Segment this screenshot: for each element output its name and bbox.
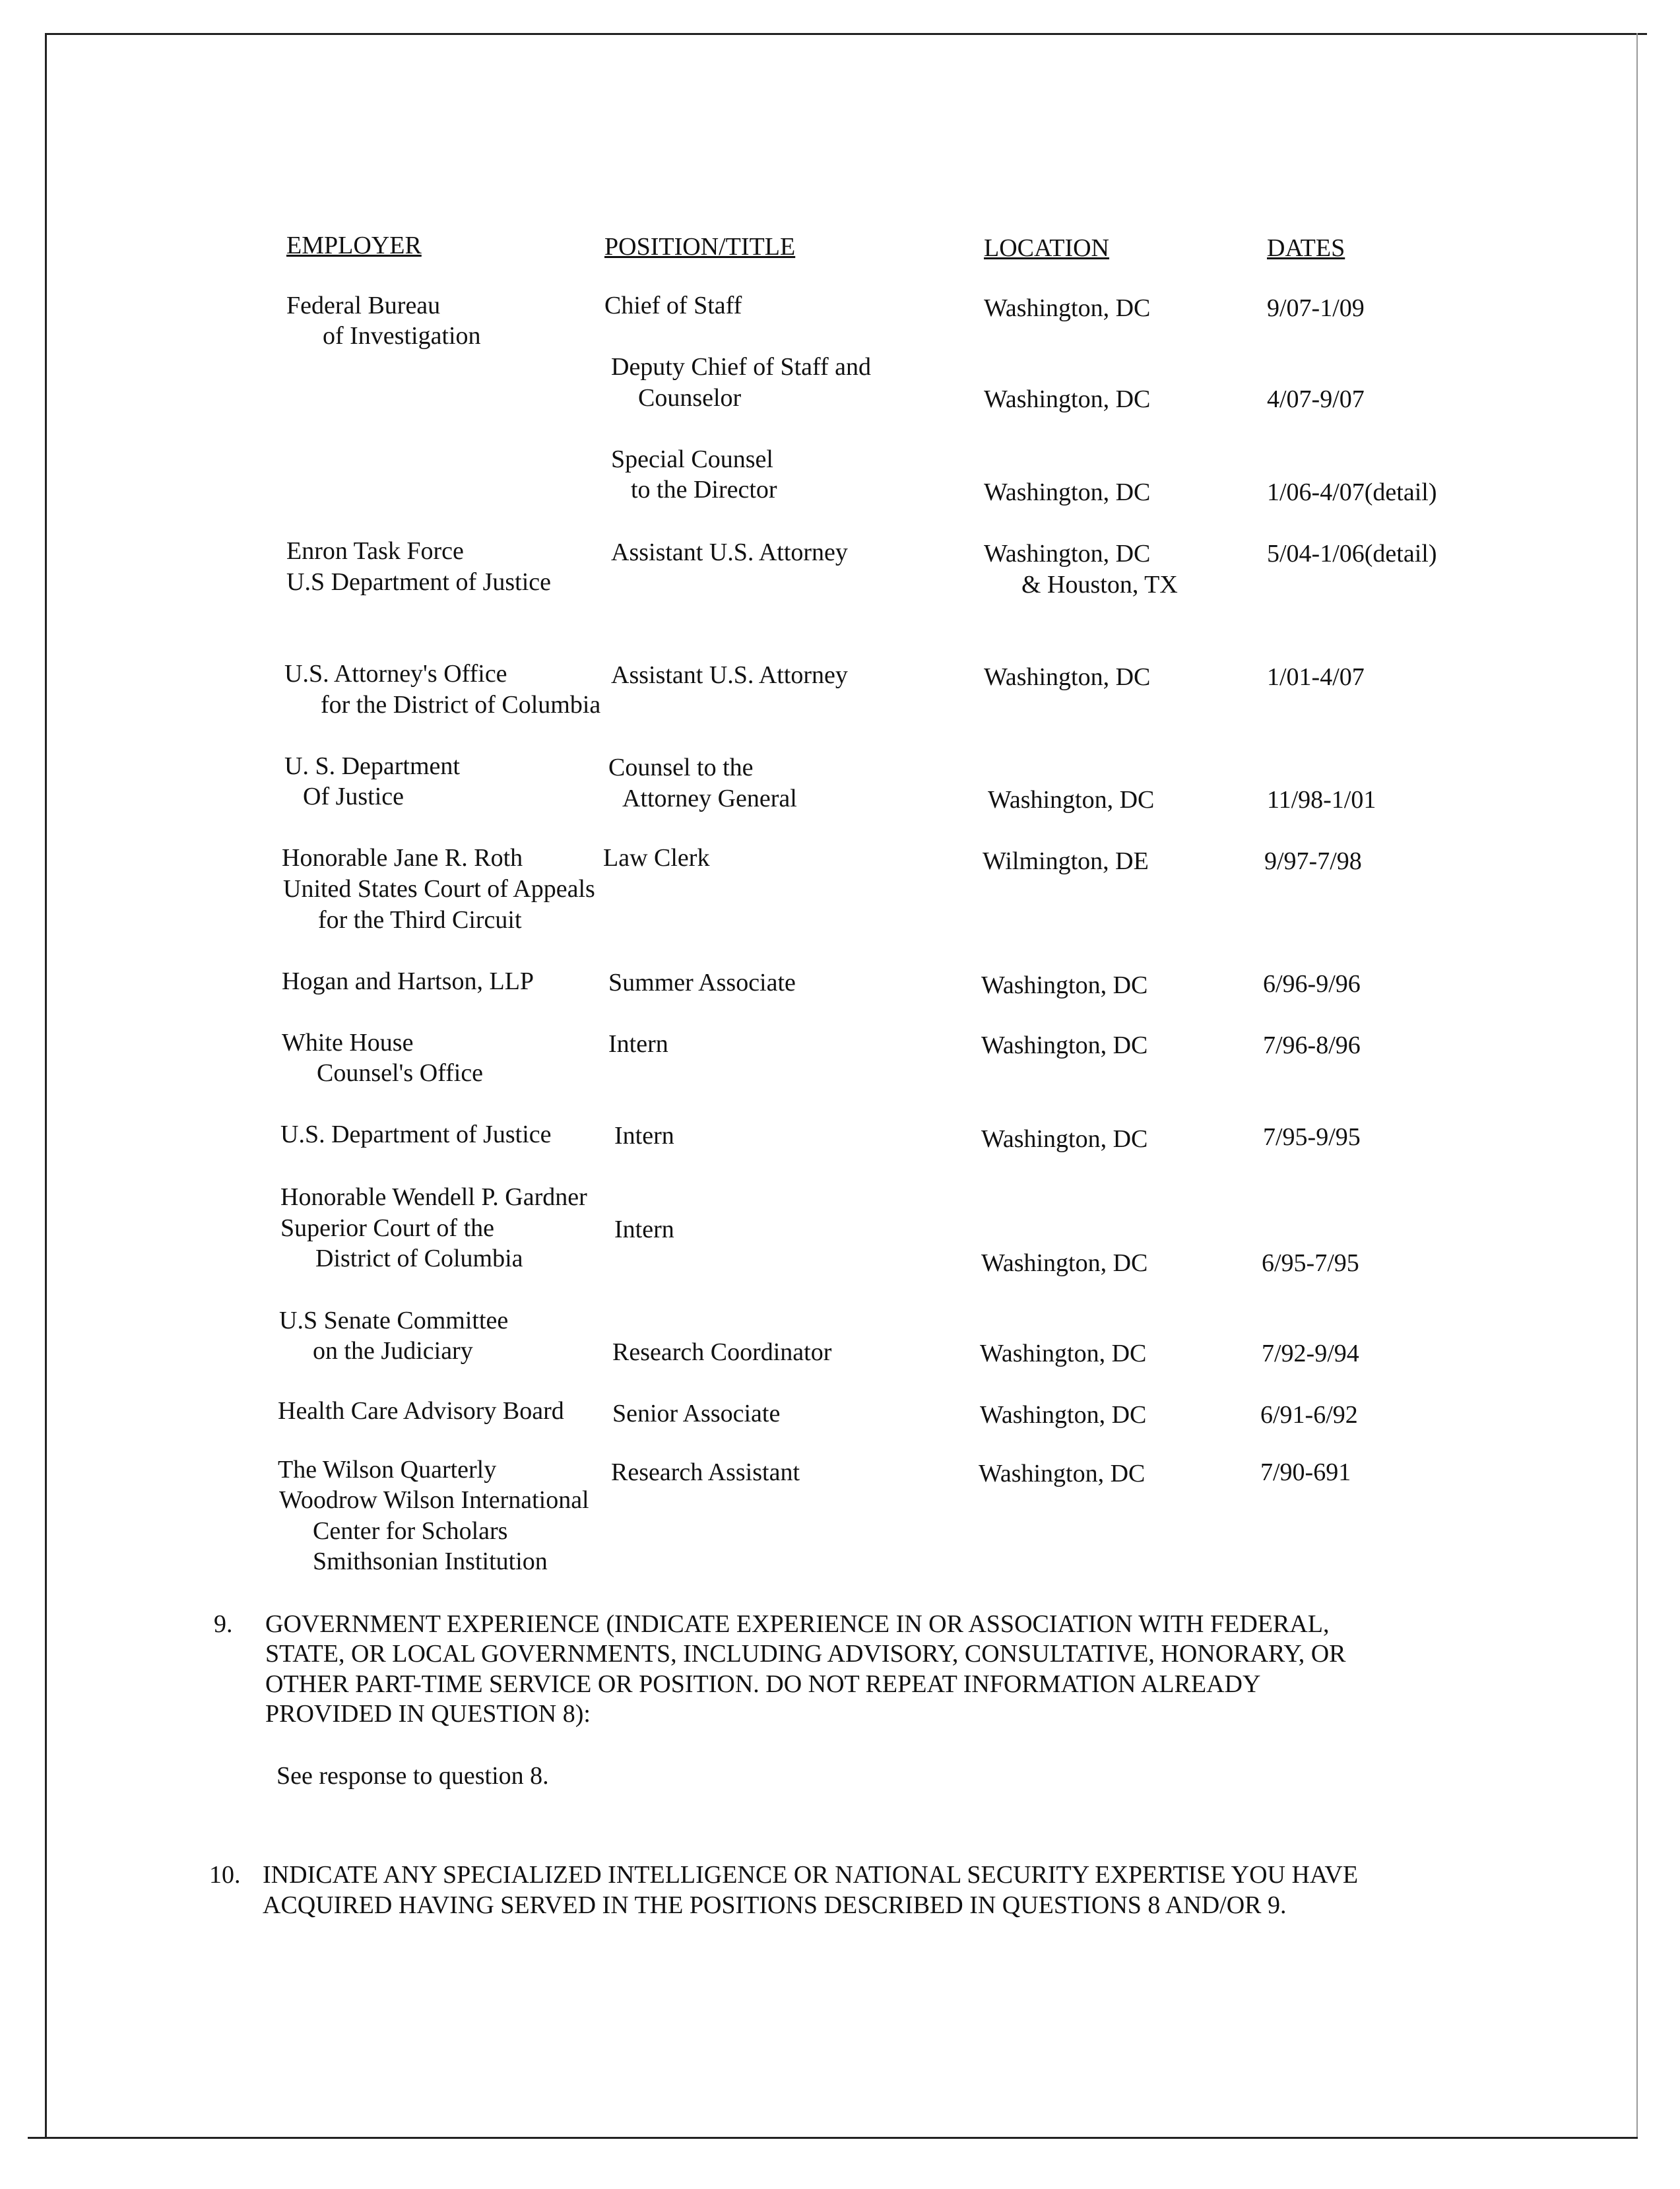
position-cell-line: Senior Associate [612, 1400, 781, 1427]
position-cell-line: Research Coordinator [612, 1338, 832, 1366]
employer-cell-line: Hogan and Hartson, LLP [282, 967, 534, 995]
location-cell-line: Washington, DC [984, 294, 1151, 322]
employer-cell-line: Woodrow Wilson International [279, 1486, 589, 1514]
location-cell-line: Washington, DC [980, 1340, 1147, 1367]
dates-cell-line: 7/95-9/95 [1263, 1123, 1361, 1151]
location-cell-line: Washington, DC [988, 786, 1155, 814]
dates-cell-line: 7/92-9/94 [1262, 1340, 1359, 1367]
employer-cell-line: Of Justice [303, 783, 404, 810]
position-cell-line: Research Assistant [611, 1458, 800, 1486]
dates-cell-line: 1/01-4/07 [1267, 663, 1365, 691]
question-text-line: PROVIDED IN QUESTION 8): [265, 1700, 591, 1728]
dates-cell-line: 11/98-1/01 [1267, 786, 1376, 814]
location-cell-line: Washington, DC [981, 971, 1148, 999]
position-cell-line: Chief of Staff [604, 292, 742, 319]
position-cell-line: Law Clerk [603, 844, 710, 872]
header-position: POSITION/TITLE [604, 233, 796, 261]
position-cell-line: Assistant U.S. Attorney [611, 539, 848, 566]
employer-cell-line: U.S. Attorney's Office [284, 660, 507, 688]
employer-cell-line: The Wilson Quarterly [278, 1456, 497, 1484]
header-dates: DATES [1267, 234, 1345, 262]
question-number: 10. [209, 1861, 241, 1889]
question-response: See response to question 8. [276, 1762, 549, 1790]
location-cell-line: Washington, DC [979, 1460, 1146, 1487]
location-cell-line: Washington, DC [984, 663, 1151, 691]
dates-cell-line: 7/96-8/96 [1263, 1031, 1361, 1059]
position-cell-line: Counsel to the [608, 754, 754, 781]
employer-cell-line: United States Court of Appeals [283, 875, 595, 903]
employer-cell-line: Smithsonian Institution [313, 1548, 548, 1575]
employer-cell-line: Center for Scholars [313, 1517, 508, 1545]
position-cell-line: Assistant U.S. Attorney [611, 661, 848, 689]
header-location: LOCATION [984, 234, 1109, 262]
employer-cell-line: Counsel's Office [317, 1059, 484, 1087]
position-cell-line: Intern [614, 1216, 674, 1243]
employer-cell-line: U.S. Department of Justice [280, 1121, 552, 1148]
employer-cell-line: of Investigation [323, 322, 481, 350]
employer-cell-line: Enron Task Force [286, 537, 464, 565]
location-cell-line: Washington, DC [981, 1031, 1148, 1059]
location-cell-line: Washington, DC [984, 385, 1151, 413]
location-cell-line: Washington, DC [980, 1401, 1147, 1429]
location-cell-line: Washington, DC [984, 540, 1151, 568]
position-cell-line: Intern [608, 1030, 668, 1058]
position-cell-line: Special Counsel [611, 445, 773, 473]
header-employer: EMPLOYER [286, 232, 422, 259]
dates-cell-line: 9/07-1/09 [1267, 294, 1365, 322]
employer-cell-line: Superior Court of the [280, 1214, 495, 1242]
employer-cell-line: on the Judiciary [313, 1337, 473, 1365]
employer-cell-line: District of Columbia [315, 1245, 523, 1272]
employer-cell-line: U.S Senate Committee [279, 1307, 509, 1334]
position-cell-line: Counselor [638, 384, 742, 412]
employer-cell-line: Honorable Jane R. Roth [282, 844, 523, 872]
dates-cell-line: 6/91-6/92 [1260, 1401, 1358, 1429]
dates-cell-line: 4/07-9/07 [1267, 385, 1365, 413]
question-text-line: ACQUIRED HAVING SERVED IN THE POSITIONS DESCRIBED IN QUESTIONS 8 AND/OR 9. [263, 1891, 1287, 1919]
question-text-line: GOVERNMENT EXPERIENCE (INDICATE EXPERIENCE IN OR ASSOCIATION WITH FEDERAL, [265, 1610, 1330, 1638]
location-cell-line: Washington, DC [984, 478, 1151, 506]
employer-cell-line: U. S. Department [284, 752, 460, 780]
dates-cell-line: 6/96-9/96 [1263, 970, 1361, 998]
page-border-left [45, 33, 47, 2138]
employer-cell-line: for the Third Circuit [318, 906, 522, 934]
location-cell-line: & Houston, TX [1021, 571, 1178, 599]
dates-cell-line: 7/90-691 [1260, 1458, 1351, 1486]
dates-cell-line: 5/04-1/06(detail) [1267, 540, 1437, 568]
employer-cell-line: Federal Bureau [286, 292, 441, 319]
question-number: 9. [214, 1610, 233, 1638]
position-cell-line: Summer Associate [608, 969, 796, 996]
question-text-line: STATE, OR LOCAL GOVERNMENTS, INCLUDING ADVISORY, CONSULTATIVE, HONORARY, OR [265, 1640, 1346, 1668]
position-cell-line: Attorney General [622, 785, 797, 812]
position-cell-line: Intern [614, 1122, 674, 1150]
location-cell-line: Washington, DC [981, 1125, 1148, 1153]
question-text-line: OTHER PART-TIME SERVICE OR POSITION. DO NOT REPEAT INFORMATION ALREADY [265, 1670, 1261, 1698]
page-border-bottom [28, 2137, 1638, 2139]
employer-cell-line: Health Care Advisory Board [278, 1397, 564, 1425]
page-border-right [1636, 33, 1638, 2138]
employer-cell-line: Honorable Wendell P. Gardner [280, 1183, 587, 1211]
employer-cell-line: for the District of Columbia [321, 691, 601, 719]
location-cell-line: Washington, DC [981, 1249, 1148, 1277]
dates-cell-line: 9/97-7/98 [1264, 847, 1362, 875]
page-border-top [45, 33, 1647, 35]
location-cell-line: Wilmington, DE [983, 847, 1149, 875]
dates-cell-line: 6/95-7/95 [1262, 1249, 1359, 1277]
employer-cell-line: White House [282, 1029, 414, 1057]
dates-cell-line: 1/06-4/07(detail) [1267, 478, 1437, 506]
position-cell-line: Deputy Chief of Staff and [611, 353, 871, 381]
employer-cell-line: U.S Department of Justice [286, 568, 552, 596]
position-cell-line: to the Director [631, 476, 777, 504]
question-text-line: INDICATE ANY SPECIALIZED INTELLIGENCE OR NATIONAL SECURITY EXPERTISE YOU HAVE [263, 1861, 1359, 1889]
